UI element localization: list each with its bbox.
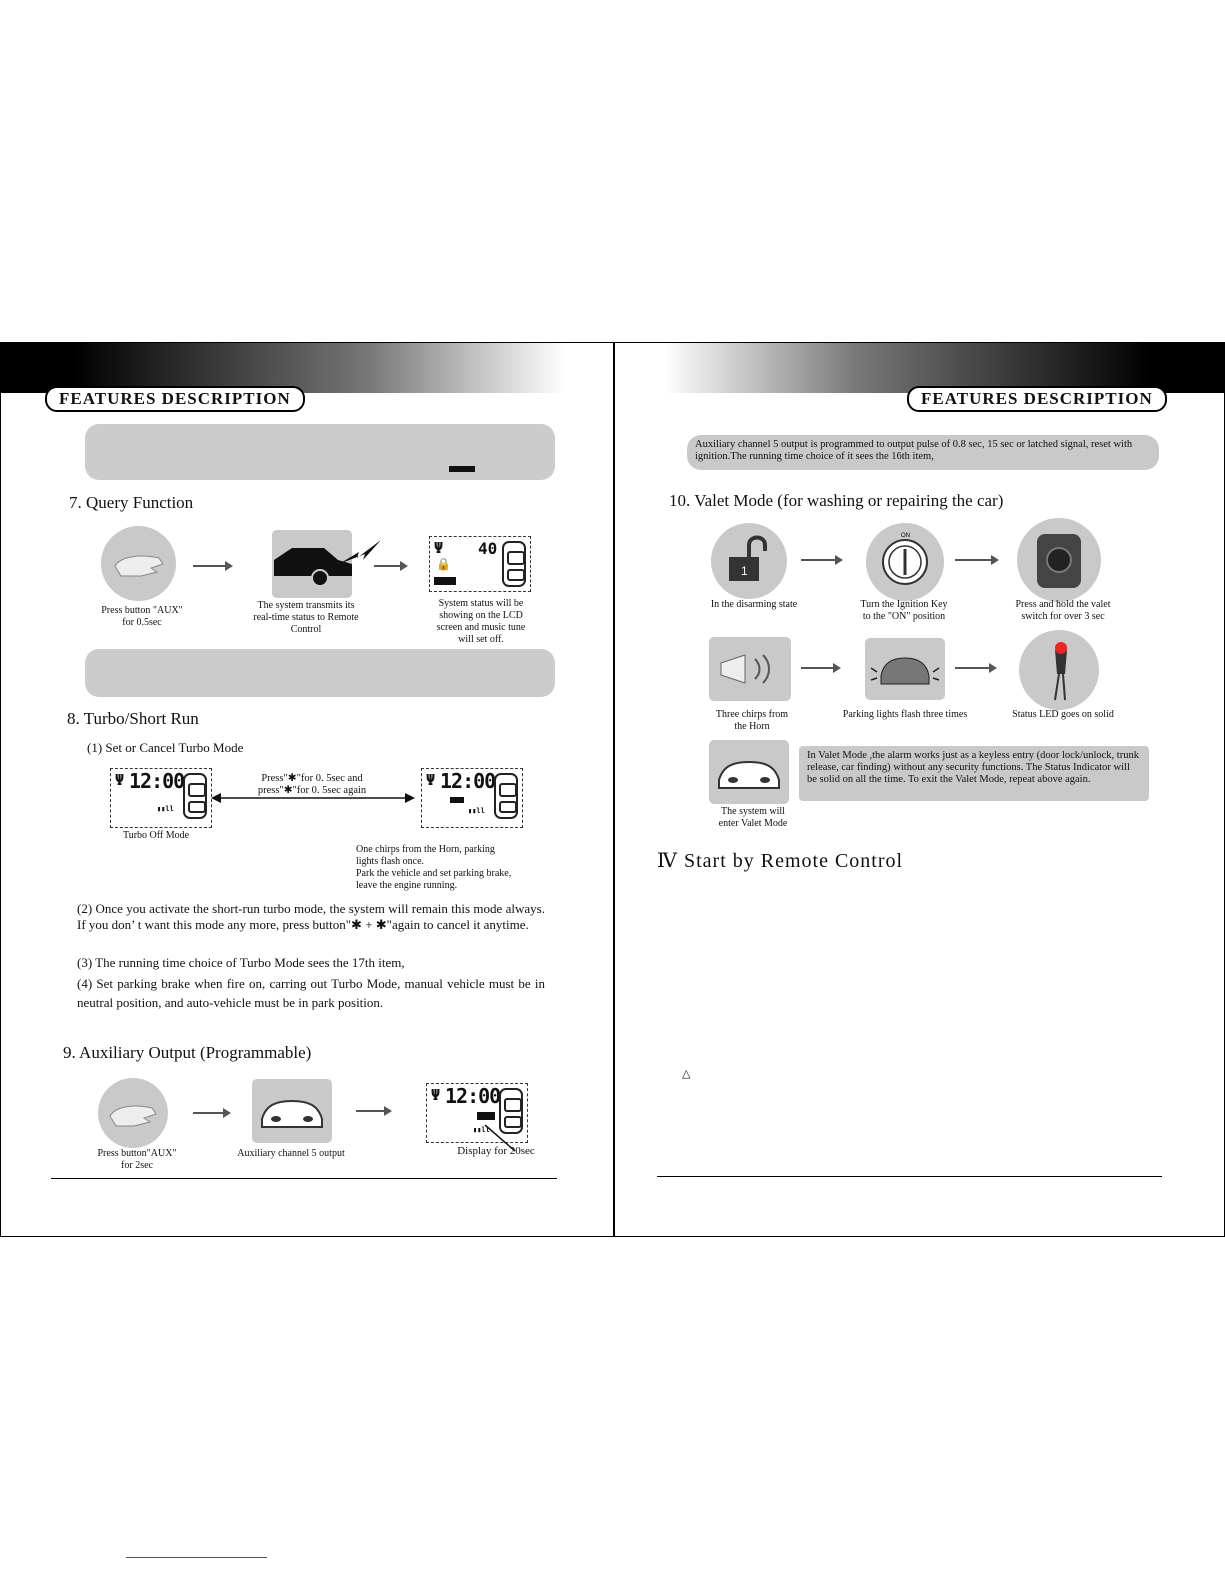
caption: Press button "AUX" for 0.5sec (101, 605, 183, 628)
signal-bolt-icon (339, 538, 384, 568)
footer-rule (657, 1176, 1162, 1177)
parking-lights-icon (865, 638, 945, 700)
left-page (1, 343, 615, 1236)
status-led-icon (1019, 630, 1099, 710)
signal-bars-icon: ▮▮ll (157, 805, 174, 813)
paragraph: (4) Set parking brake when fire on, carring out Turbo Mode, manual vehicle must be in neutral position, and auto-vehicle must be in park position. (77, 976, 545, 1010)
caption: Press button"AUX" for 2sec (97, 1148, 177, 1171)
caption: Display for 20sec (457, 1145, 535, 1157)
car-front-icon (709, 740, 789, 804)
footer-rule (51, 1178, 557, 1179)
caption: Turbo Off Mode (122, 830, 190, 841)
arrow (801, 559, 837, 561)
link-underline (126, 1557, 267, 1558)
lock-icon: 🔒 (436, 557, 451, 571)
caption: Three chirps from the Horn (715, 709, 789, 732)
signal-bars-icon: ▮▮ll (468, 807, 485, 815)
section-title: FEATURES DESCRIPTION (45, 386, 305, 412)
turbo-heading: 8. Turbo/Short Run (67, 709, 199, 728)
car-front-icon (252, 1079, 332, 1143)
car-top-icon (502, 541, 526, 587)
lcd-turbo-on (421, 768, 523, 828)
caption: The system transmits its real-time status to Remote Control (253, 600, 359, 635)
caption: Turn the Ignition Key to the "ON" position (860, 599, 948, 622)
arrow (193, 565, 227, 567)
valet-note: In Valet Mode ,the alarm works just as a keyless entry (door lock/unlock, trunk release, car finding) without any security functions. The Status Indicator will be solid on all the time. To exit the Valet Mode, repeat above again. (799, 746, 1149, 801)
aux-heading: 9. Auxiliary Output (Programmable) (63, 1043, 312, 1062)
lcd-block-icon (434, 577, 456, 585)
arrow (801, 667, 835, 669)
arrow (193, 1112, 225, 1114)
lcd-time: 12:00 (445, 1084, 501, 1108)
caption: Press and hold the valet switch for over 3 sec (1015, 599, 1111, 622)
section-title: FEATURES DESCRIPTION (907, 386, 1167, 412)
car-top-icon (494, 773, 518, 819)
turbo-indicator-icon (450, 797, 464, 803)
warning-icon: △ (682, 1068, 691, 1080)
arrow (374, 565, 402, 567)
right-page (615, 343, 1224, 1236)
arrow (955, 667, 991, 669)
lcd-status-display (429, 536, 531, 592)
lcd-temp: 40 (478, 539, 498, 558)
lcd-block-icon (449, 466, 475, 472)
antenna-icon: Ψ (115, 771, 125, 789)
paragraph: (3) The running time choice of Turbo Mode sees the 17th item, (77, 955, 405, 970)
horn-icon (709, 637, 791, 701)
antenna-icon: Ψ (431, 1086, 441, 1104)
valet-heading: 10. Valet Mode (for washing or repairing the car) (669, 491, 1004, 510)
arrow (356, 1110, 386, 1112)
caption: Auxiliary channel 5 output (237, 1148, 345, 1159)
valet-switch-icon (1017, 518, 1101, 602)
lcd-time: 12:00 (129, 769, 185, 793)
paragraph: (2) Once you activate the short-run turbo mode, the system will remain this mode always. If you don’ t want this mode any more, press button"✱ + ✱"again to cancel it anytime. (77, 901, 545, 932)
manual-spread (0, 342, 1225, 1237)
start-remote-heading: Ⅳ Start by Remote Control (657, 850, 904, 872)
caption: One chirps from the Horn, parking lights flash once. Park the vehicle and set parking brake, leave the engine running. (356, 844, 512, 891)
lcd-time: 12:00 (440, 769, 496, 793)
turbo-subheading: (1) Set or Cancel Turbo Mode (87, 740, 244, 755)
query-function-heading: 7. Query Function (69, 493, 194, 512)
unlock-icon (711, 523, 787, 599)
ignition-on-label: ON (901, 533, 910, 539)
note-box (85, 424, 555, 480)
aux-note: Auxiliary channel 5 output is programmed to output pulse of 0.8 sec, 15 sec or latched signal, reset with ignition.The running time choice of it sees the 16th item, (687, 435, 1159, 470)
caption: System status will be showing on the LCD screen and music tune will set off. (436, 598, 526, 645)
caption: Parking lights flash three times (842, 709, 968, 720)
hand-press-icon (101, 526, 176, 601)
caption: Status LED goes on solid (1012, 709, 1114, 720)
note-box (85, 649, 555, 697)
signal-bars-icon: ▮▮ll (473, 1126, 490, 1134)
aux-indicator-icon (477, 1112, 495, 1120)
antenna-icon: Ψ (426, 771, 436, 789)
car-top-icon (183, 773, 207, 819)
ignition-key-icon (866, 523, 944, 601)
arrow-label: Press"✱"for 0. 5sec and press"✱"for 0. 5sec again (257, 773, 367, 796)
lcd-turbo-off (110, 768, 212, 828)
antenna-icon: Ψ (434, 539, 444, 557)
arrow (955, 559, 993, 561)
caption: The system will enter Valet Mode (718, 806, 788, 829)
hand-press-icon (98, 1078, 168, 1148)
svg-text:1: 1 (741, 564, 748, 578)
caption: In the disarming state (710, 599, 798, 610)
